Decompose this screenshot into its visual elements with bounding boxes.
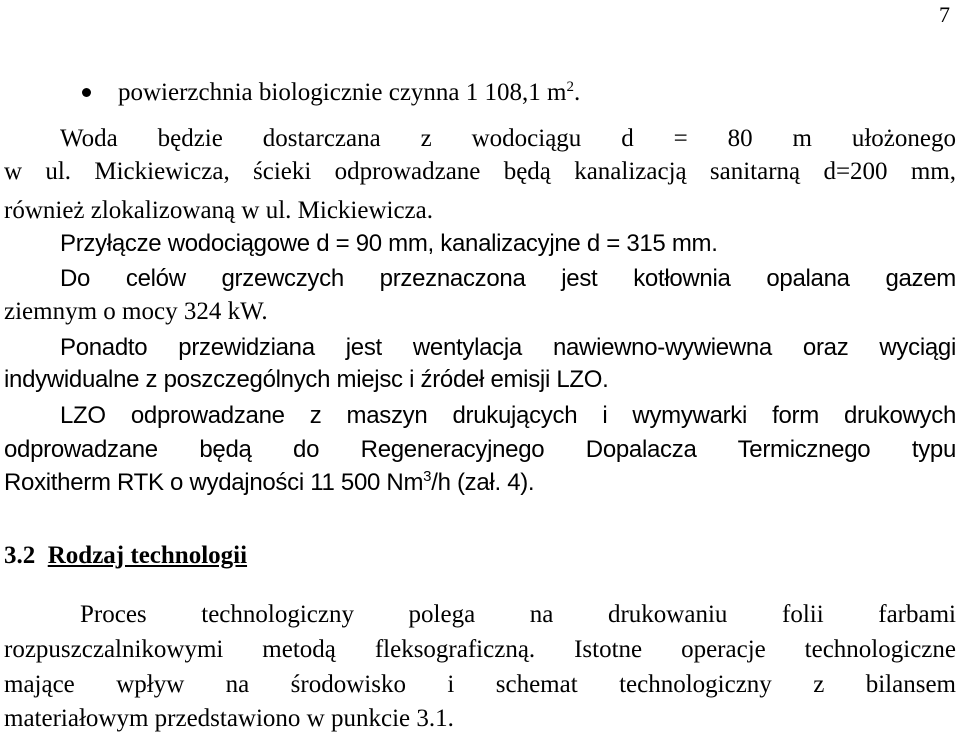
- paragraph-6-line-1: Proces technologiczny polega na drukowaniu folii farbami: [80, 601, 956, 628]
- paragraph-1-line-2: w ul. Mickiewicza, ścieki odprowadzane będą kanalizacją sanitarną d=200 mm,: [4, 158, 956, 185]
- paragraph-6-line-3: mające wpływ na środowisko i schemat technologiczny z bilansem: [4, 671, 956, 698]
- paragraph-6-line-2: rozpuszczalnikowymi metodą fleksograficzną. Istotne operacje technologiczne: [4, 636, 956, 663]
- paragraph-5-line-3: Roxitherm RTK o wydajności 11 500 Nm$^3$/h (zał. 4).: [4, 468, 535, 496]
- paragraph-6-line-4: materiałowym przedstawiono w punkcie 3.1.: [4, 705, 454, 732]
- section-heading: [4, 541, 247, 571]
- paragraph-5-line-1: LZO odprowadzane z maszyn drukujących i wymywarki form drukowych: [60, 402, 956, 429]
- page-number: 7: [939, 2, 950, 27]
- bullet-icon: [82, 88, 91, 97]
- section-title: Rodzaj technologii: [47, 542, 248, 569]
- bullet-item: powierzchnia biologicznie czynna 1 108,1 $m^2$.: [118, 79, 581, 106]
- paragraph-4-line-2: indywidualne z poszczególnych miejsc i źródeł emisji LZO.: [4, 366, 609, 393]
- paragraph-4-line-1: Ponadto przewidziana jest wentylacja nawiewno-wywiewna oraz wyciągi: [60, 334, 956, 361]
- section-number: 3.2: [4, 542, 36, 569]
- paragraph-2: Przyłącze wodociągowe d = 90 mm, kanalizacyjne d = 315 mm.: [60, 230, 718, 257]
- paragraph-3-line-1: Do celów grzewczych przeznaczona jest kotłownia opalana gazem: [60, 265, 956, 292]
- paragraph-1-line-3: również zlokalizowaną w ul. Mickiewicza.: [4, 197, 433, 224]
- paragraph-3-line-2: ziemnym o mocy 324 kW.: [4, 298, 268, 325]
- paragraph-1-line-1: Woda będzie dostarczana z wodociągu d = 80 m ułożonego: [60, 125, 956, 152]
- paragraph-5-line-2: odprowadzane będą do Regeneracyjnego Dopalacza Termicznego typu: [4, 436, 956, 463]
